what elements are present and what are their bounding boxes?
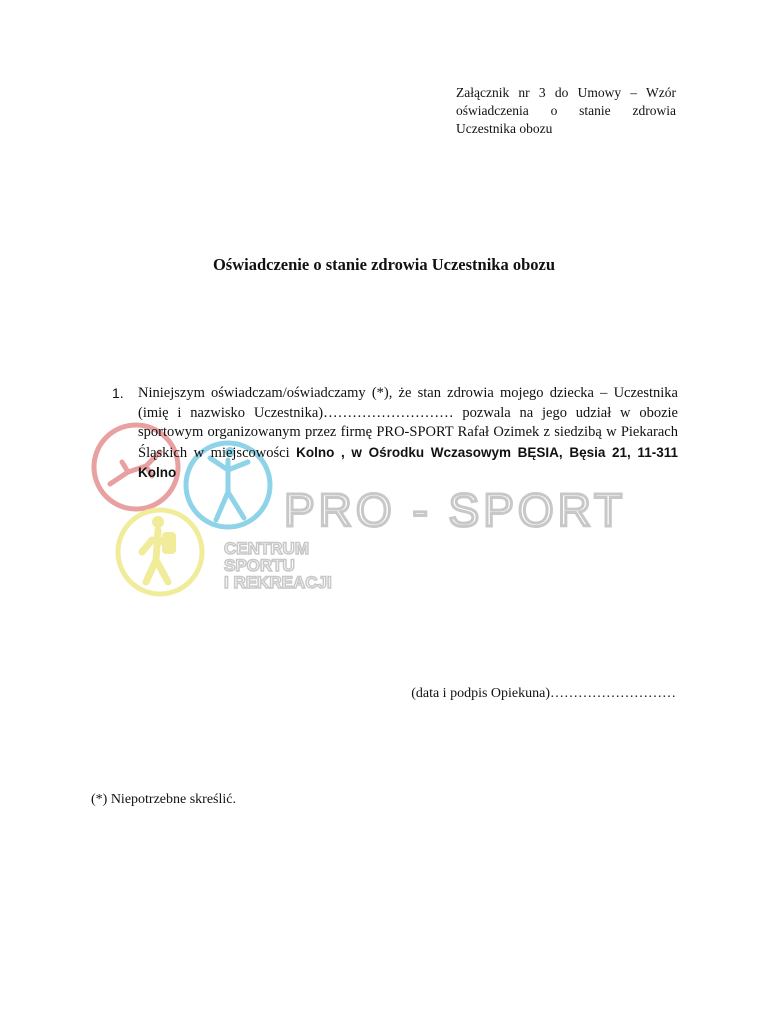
watermark-line2: SPORTU	[224, 556, 295, 575]
declaration-text	[138, 384, 678, 484]
item-number: 1.	[112, 385, 124, 401]
watermark-line3: I REKREACJI	[224, 573, 332, 592]
document-title: Oświadczenie o stanie zdrowia Uczestnika obozu	[212, 255, 556, 274]
declaration-text-main: Niniejszym oświadczam/oświadczamy (*), że stan zdrowia mojego dziecka – Uczestnika (imię i nazwisko Uczestnika)……………………… pozwala na jego udział w obozie sportowym organizowanym przez firmę PRO-SPORT Rafał Ozimek z siedzibą w Piekarach Śląskich w miejscowości	[138, 385, 678, 461]
annex-note: Załącznik nr 3 do Umowy – Wzór oświadczenia o stanie zdrowia Uczestnika obozu	[456, 85, 676, 136]
declaration-item	[112, 384, 678, 484]
guardian-signature-line: (data i podpis Opiekuna)………………………	[411, 686, 676, 701]
declaration-place: Kolno , w Ośrodku Wczasowym BĘSIA, Bęsia 21, 11-311 Kolno	[138, 444, 678, 480]
footnote: (*) Niepotrzebne skreślić.	[91, 792, 236, 807]
watermark-brand-text: PRO - SPORT	[284, 484, 627, 536]
watermark-line1: CENTRUM	[224, 539, 309, 558]
